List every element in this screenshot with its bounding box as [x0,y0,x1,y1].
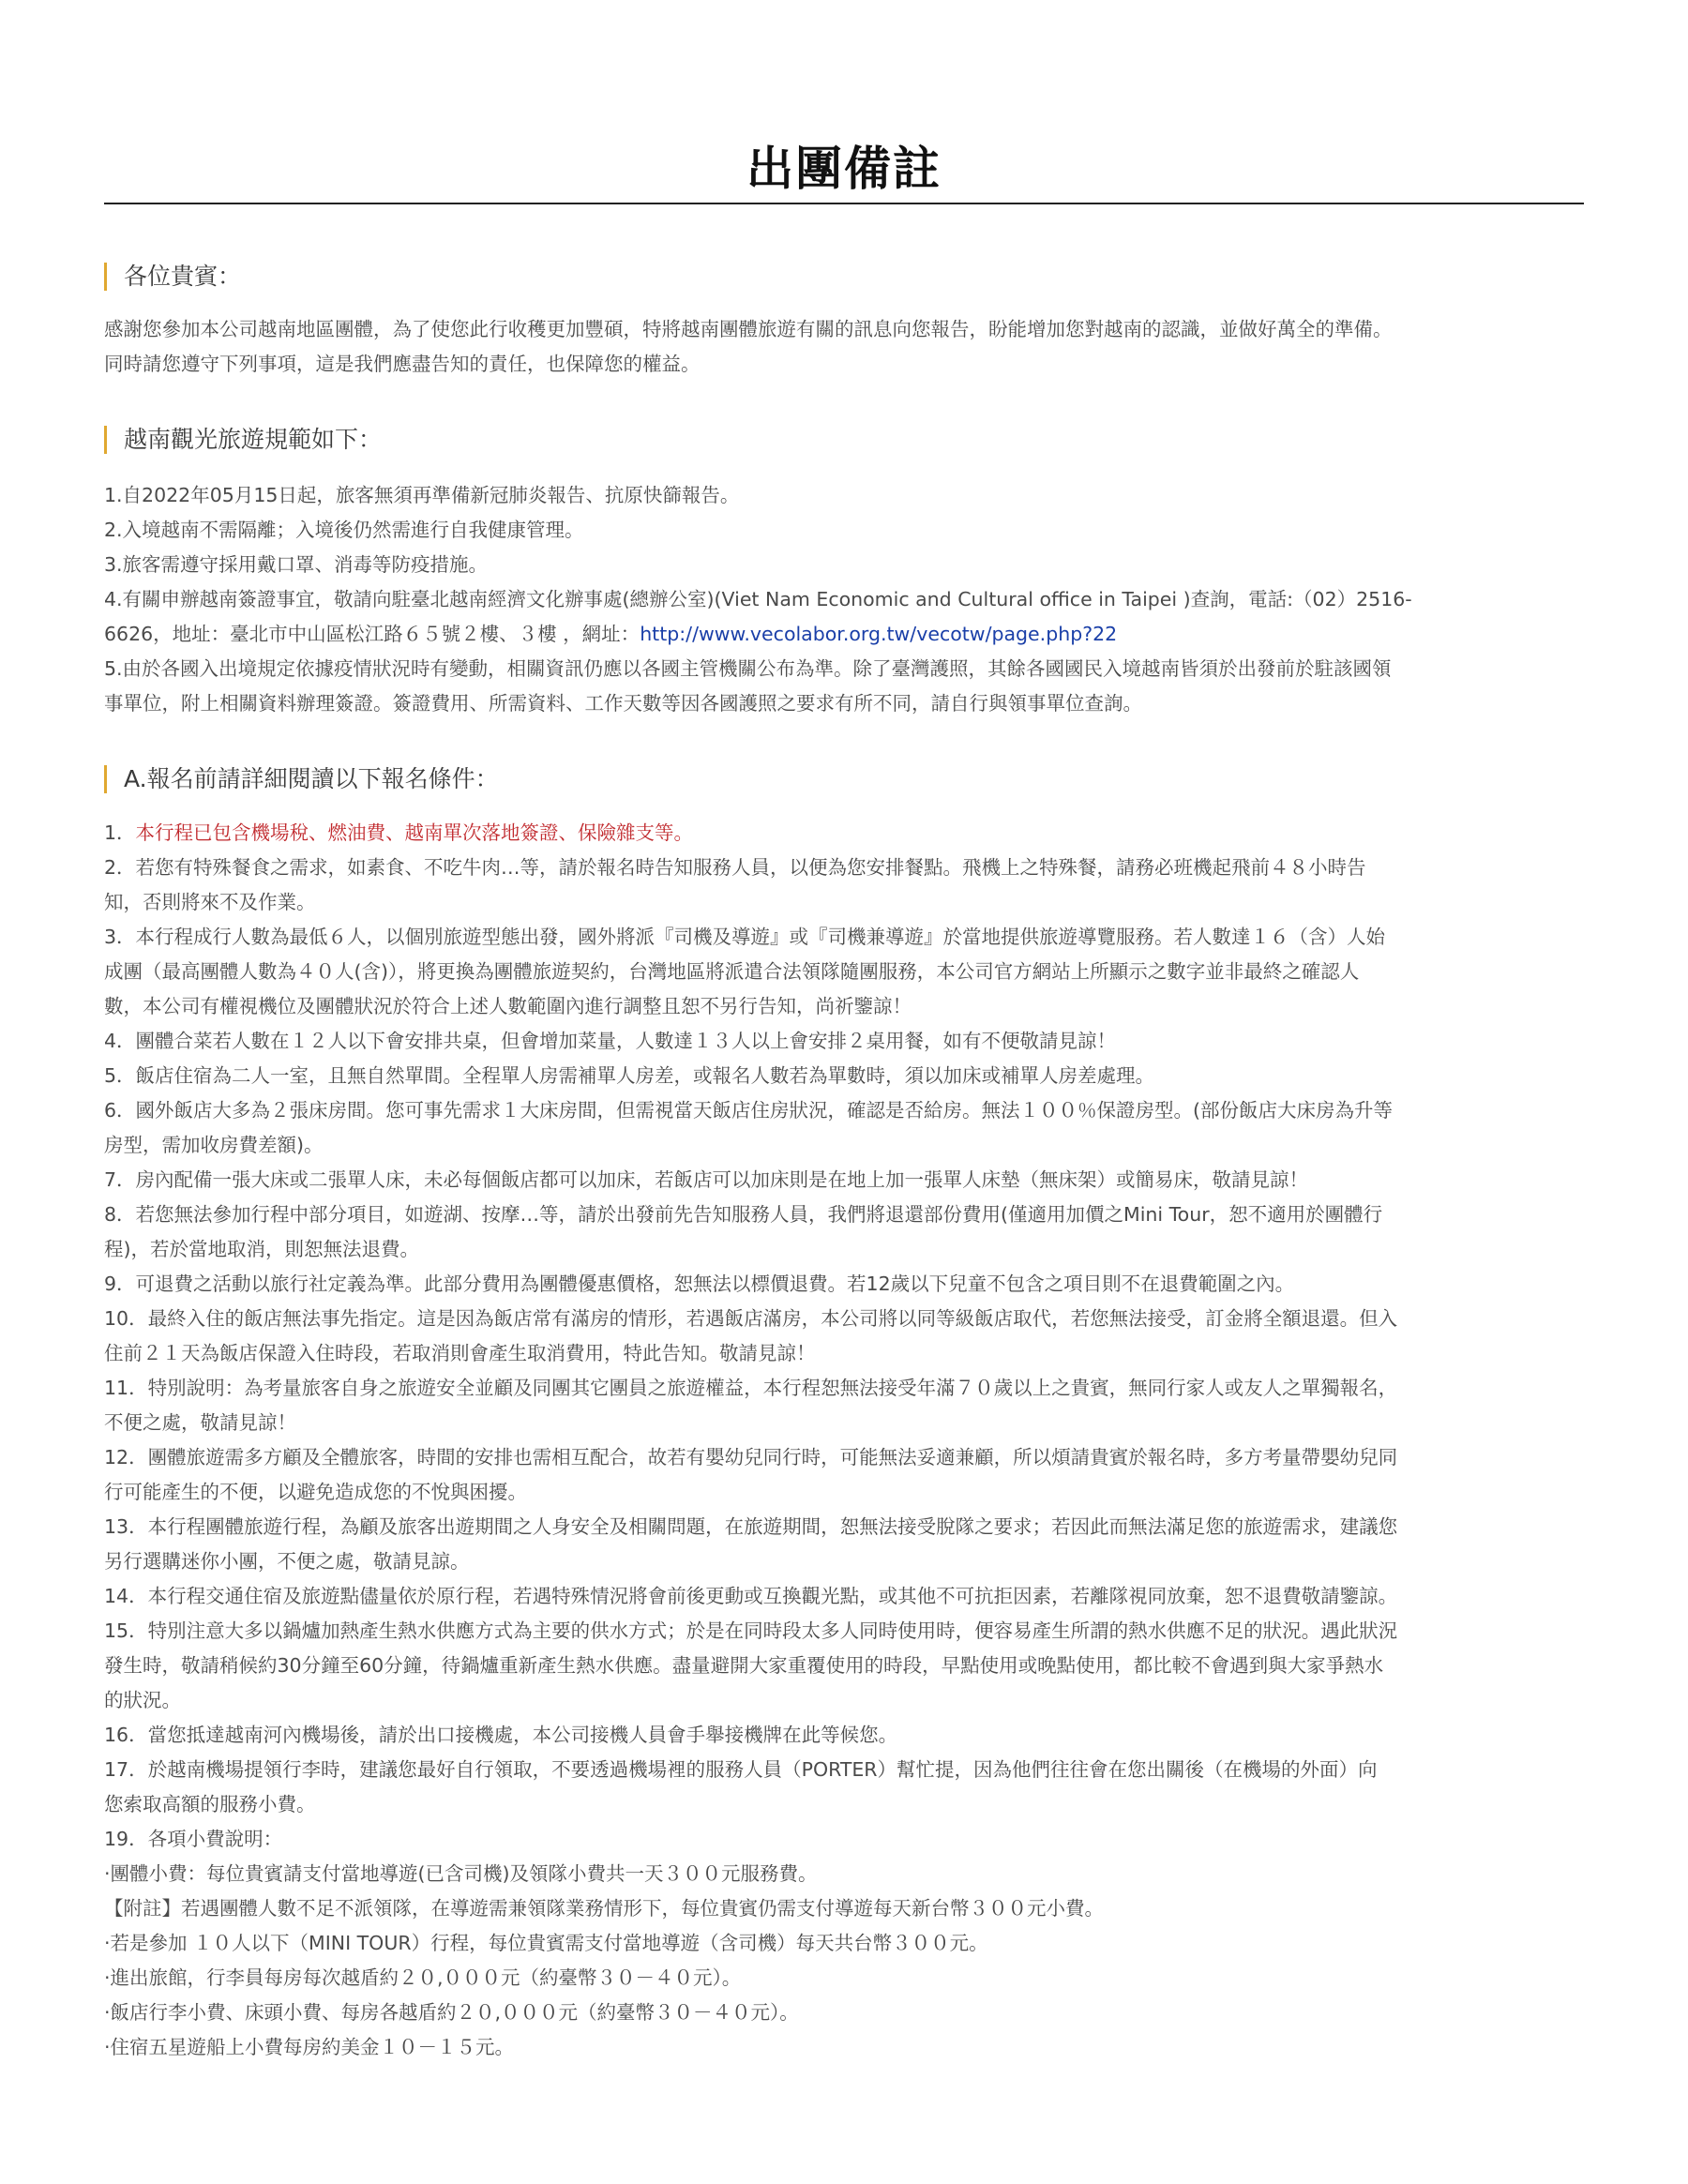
greeting-paragraph [104,312,1586,382]
text-line: 同時請您遵守下列事項，這是我們應盡告知的責任，也保障您的權益。 [104,353,701,375]
embassy-link[interactable]: http://www.vecolabor.org.tw/vecotw/page.php?22 [640,623,1118,645]
list-item: 6．國外飯店大多為２張床房間。您可事先需求１大床房間，但需視當天飯店住房狀況，確認是否給房。無法１００％保證房型。(部份飯店大床房為升等 [104,1099,1394,1122]
address-text: 6626，地址：臺北市中山區松江路６５號２樓、３樓 ，網址： [104,623,641,645]
list-item: 事單位，附上相關資料辦理簽證。簽證費用、所需資料、工作天數等因各國護照之要求有所不同，請自行與領事單位查詢。 [104,692,1142,715]
list-item: 知，否則將來不及作業。 [104,891,316,913]
list-item: 的狀況。 [104,1689,181,1711]
highlight-text: 本行程已包含機場稅、燃油費、越南單次落地簽證、保險雜支等。 [135,821,694,844]
list-item: 發生時，敬請稍候約30分鐘至60分鐘，待鍋爐重新產生熱水供應。盡量避開大家重覆使用的時段，早點使用或晚點使用，都比較不會遇到與大家爭熱水 [104,1654,1384,1677]
list-item: 14．本行程交通住宿及旅遊點儘量依於原行程，若遇特殊情況將會前後更動或互換觀光點，或其他不可抗拒因素，若離隊視同放棄，恕不退費敬請鑒諒。 [104,1585,1398,1607]
list-item: 15．特別注意大多以鍋爐加熱產生熱水供應方式為主要的供水方式；於是在同時段太多人同時使用時，便容易產生所謂的熱水供應不足的狀況。遇此狀況 [104,1619,1398,1642]
item-number: 1． [104,821,136,844]
section-heading-greeting: 各位貴賓： [104,263,1587,291]
list-item: 成團（最高團體人數為４０人(含)），將更換為團體旅遊契約，台灣地區將派遣合法領隊隨團服務，本公司官方網站上所顯示之數字並非最終之確認人 [104,960,1360,983]
section-heading-conditions: A.報名前請詳細閱讀以下報名條件： [104,765,1587,793]
list-item: 13．本行程團體旅遊行程，為顧及旅客出遊期間之人身安全及相關問題，在旅遊期間，恕無法接受脫隊之要求；若因此而無法滿足您的旅遊需求，建議您 [104,1515,1398,1538]
section-heading-rules: 越南觀光旅遊規範如下： [104,426,1587,454]
list-item: 1.自2022年05月15日起，旅客無須再準備新冠肺炎報告、抗原快篩報告。 [104,484,740,506]
list-item: 11．特別說明：為考量旅客自身之旅遊安全並顧及同團其它團員之旅遊權益，本行程恕無法接受年滿７０歲以上之貴賓，無同行家人或友人之單獨報名， [104,1377,1398,1399]
list-item: 2．若您有特殊餐食之需求，如素食、不吃牛肉…等，請於報名時告知服務人員，以便為您安排餐點。飛機上之特殊餐，請務必班機起飛前４８小時告 [104,856,1366,879]
list-item: 5.由於各國入出境規定依據疫情狀況時有變動，相關資訊仍應以各國主管機關公布為準。除了臺灣護照，其餘各國國民入境越南皆須於出發前於駐該國領 [104,657,1392,680]
list-item: 您索取高額的服務小費。 [104,1793,316,1815]
list-item: 4．團體合菜若人數在１２人以下會安排共桌，但會增加菜量，人數達１３人以上會安排２桌用餐，如有不便敬請見諒！ [104,1030,1117,1052]
list-item: 19．各項小費說明： [104,1828,283,1850]
list-item: 4.有關申辦越南簽證事宜，敬請向駐臺北越南經濟文化辦事處(總辦公室)(Viet Nam Economic and Cultural office in Taipei )查詢，電話:（02）2516- [104,588,1412,610]
list-item: ‧飯店行李小費、床頭小費、每房各越盾約２０,０００元（約臺幣３０－４０元）。 [104,2001,799,2024]
list-item: 房型，需加收房費差額)。 [104,1134,324,1156]
list-item: 行可能產生的不便，以避免造成您的不悅與困擾。 [104,1481,527,1503]
list-item: ‧住宿五星遊船上小費每房約美金１０－１５元。 [104,2036,515,2058]
list-item: 16．當您抵達越南河內機場後，請於出口接機處，本公司接機人員會手舉接機牌在此等候您。 [104,1724,898,1746]
list-item: 另行選購迷你小團，不便之處，敬請見諒。 [104,1550,470,1573]
conditions-list [104,816,1586,2065]
list-item: 住前２１天為飯店保證入住時段，若取消則會產生取消費用，特此告知。敬請見諒！ [104,1342,816,1364]
page-title: 出團備註 [746,142,942,196]
list-item: ‧進出旅館，行李員每房每次越盾約２０,０００元（約臺幣３０－４０元）。 [104,1966,742,1989]
list-item [104,617,1586,652]
list-item: 17．於越南機場提領行李時，建議您最好自行領取，不要透過機場裡的服務人員（PORTER）幫忙提，因為他們往往會在您出關後（在機場的外面）向 [104,1758,1378,1781]
list-item: ‧若是參加 １０人以下（MINI TOUR）行程，每位貴賓需支付當地導遊（含司機）每天共台幣３００元。 [104,1932,988,1954]
list-item: 【附註】若遇團體人數不足不派領隊，在導遊需兼領隊業務情形下，每位貴賓仍需支付導遊每天新台幣３００元小費。 [104,1897,1104,1920]
title-divider [104,203,1584,204]
rules-list [104,478,1586,721]
list-item: 8．若您無法參加行程中部分項目，如遊湖、按摩…等，請於出發前先告知服務人員，我們將退還部份費用(僅適用加價之Mini Tour，恕不適用於團體行 [104,1203,1383,1226]
list-item: 9．可退費之活動以旅行社定義為準。此部分費用為團體優惠價格，恕無法以標價退費。若12歲以下兒童不包含之項目則不在退費範圍之內。 [104,1273,1295,1295]
list-item: 5．飯店住宿為二人一室，且無自然單間。全程單人房需補單人房差，或報名人數若為單數時，須以加床或補單人房差處理。 [104,1064,1155,1087]
list-item: 3.旅客需遵守採用戴口罩、消毒等防疫措施。 [104,553,489,576]
list-item: 不便之處，敬請見諒！ [104,1411,296,1434]
list-item [104,816,1586,851]
list-item: 10．最終入住的飯店無法事先指定。這是因為飯店常有滿房的情形，若遇飯店滿房，本公司將以同等級飯店取代，若您無法接受，訂金將全額退還。但入 [104,1307,1398,1330]
list-item: 數，本公司有權視機位及團體狀況於符合上述人數範圍內進行調整且恕不另行告知，尚祈鑒諒！ [104,995,912,1017]
text-line: 感謝您參加本公司越南地區團體，為了使您此行收穫更加豐碩，特將越南團體旅遊有關的訊息向您報告，盼能增加您對越南的認識，並做好萬全的準備。 [104,318,1393,340]
list-item: ‧團體小費：每位貴賓請支付當地導遊(已含司機)及領隊小費共一天３００元服務費。 [104,1862,818,1885]
list-item: 3．本行程成行人數為最低６人，以個別旅遊型態出發，國外將派『司機及導遊』或『司機兼導遊』於當地提供旅遊導覽服務。若人數達１６（含）人始 [104,926,1386,948]
list-item: 程)，若於當地取消，則恕無法退費。 [104,1238,419,1260]
list-item: 12．團體旅遊需多方顧及全體旅客，時間的安排也需相互配合，故若有嬰幼兒同行時，可能無法妥適兼顧，所以煩請貴賓於報名時，多方考量帶嬰幼兒同 [104,1446,1398,1469]
list-item: 7．房內配備一張大床或二張單人床，未必每個飯店都可以加床，若飯店可以加床則是在地上加一張單人床墊（無床架）或簡易床，敬請見諒！ [104,1168,1309,1191]
list-item: 2.入境越南不需隔離；入境後仍然需進行自我健康管理。 [104,519,584,541]
